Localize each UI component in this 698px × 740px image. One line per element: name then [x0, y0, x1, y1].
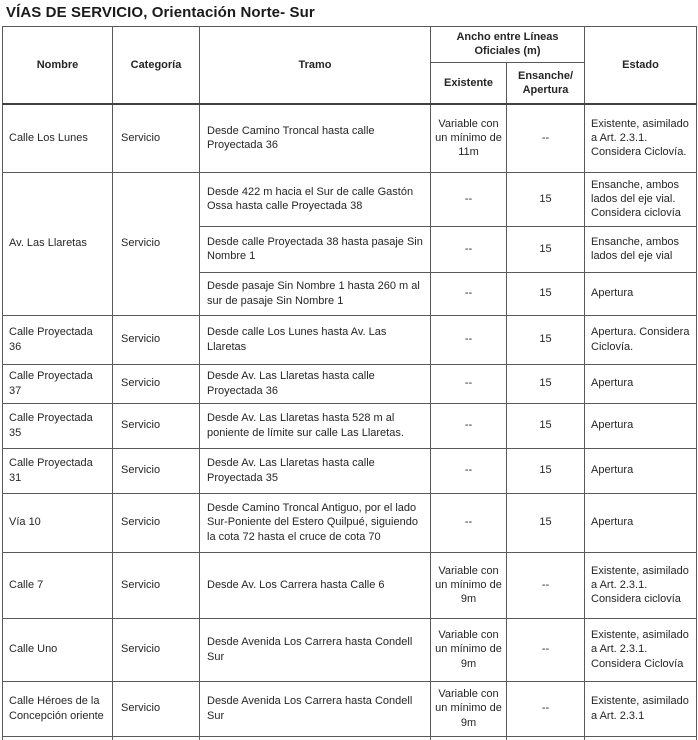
- header-categoria: Categoría: [113, 27, 200, 105]
- cell-ensanche: 15: [507, 226, 585, 272]
- cell-ensanche: 15: [507, 315, 585, 364]
- cell-tramo: Desde Av. Las Llaretas hasta 528 m al poniente de límite sur calle Las Llaretas.: [200, 403, 431, 448]
- cell-estado: Ensanche, ambos lados del eje vial. Considera ciclovía: [585, 172, 697, 226]
- cell-estado: Apertura. Considera Ciclovía.: [585, 315, 697, 364]
- cell-ensanche: 15: [507, 403, 585, 448]
- cell-existente: --: [431, 172, 507, 226]
- cell-ensanche-empty: [507, 736, 585, 740]
- cell-existente: Variable con un mínimo de 9m: [431, 618, 507, 681]
- cell-existente: --: [431, 403, 507, 448]
- cell-nombre: Calle Proyectada 37: [3, 364, 113, 403]
- vias-servicio-table: [2, 26, 697, 740]
- table-row: [3, 493, 697, 552]
- cell-categoria: Servicio: [113, 315, 200, 364]
- cell-ensanche: 15: [507, 364, 585, 403]
- cell-tramo: Desde pasaje Sin Nombre 1 hasta 260 m al sur de pasaje Sin Nombre 1: [200, 272, 431, 315]
- cell-estado: Existente, asimilado a Art. 2.3.1. Considera Ciclovía.: [585, 104, 697, 172]
- cell-tramo: Desde Avenida Los Carrera hasta Condell Sur: [200, 681, 431, 736]
- cell-existente: --: [431, 272, 507, 315]
- cell-tramo: Desde calle Proyectada 38 hasta pasaje Sin Nombre 1: [200, 226, 431, 272]
- cell-estado: Apertura: [585, 448, 697, 493]
- cell-nombre: Calle 7: [3, 552, 113, 618]
- cell-ensanche: --: [507, 104, 585, 172]
- cell-estado: Ensanche, ambos lados del eje vial: [585, 226, 697, 272]
- cell-tramo: Desde Avenida Los Carrera hasta Condell Sur: [200, 618, 431, 681]
- cell-nombre: Calle Proyectada 31: [3, 448, 113, 493]
- cell-existente: Variable con un mínimo de 9m: [431, 552, 507, 618]
- table-row: [3, 448, 697, 493]
- cell-estado: Existente, asimilado a Art. 2.3.1: [585, 681, 697, 736]
- header-ensanche-apertura: Ensanche/ Apertura: [507, 62, 585, 104]
- cell-nombre: Calle Héroes de la Concepción oriente: [3, 681, 113, 736]
- table-row: [3, 681, 697, 736]
- cell-nombre: Calle Proyectada 36: [3, 315, 113, 364]
- table-body: [3, 104, 697, 740]
- cell-ensanche: --: [507, 618, 585, 681]
- cell-ensanche: --: [507, 552, 585, 618]
- cell-categoria: Servicio: [113, 172, 200, 315]
- cell-ensanche: --: [507, 681, 585, 736]
- cell-estado: Existente, asimilado a Art. 2.3.1. Considera ciclovía: [585, 552, 697, 618]
- cell-existente: Variable con un mínimo de 9m: [431, 681, 507, 736]
- cell-categoria: Servicio: [113, 552, 200, 618]
- cell-tramo: Desde Av. Las Llaretas hasta calle Proyectada 35: [200, 448, 431, 493]
- cell-categoria-empty: [113, 736, 200, 740]
- cell-categoria: Servicio: [113, 618, 200, 681]
- cell-ensanche: 15: [507, 172, 585, 226]
- cell-tramo: Desde calle Los Lunes hasta Av. Las Llaretas: [200, 315, 431, 364]
- cell-estado: Apertura: [585, 364, 697, 403]
- cell-tramo: Desde Camino Troncal Antiguo, por el lado Sur-Poniente del Estero Quilpué, siguiendo la cota 72 hasta el cruce de cota 70: [200, 493, 431, 552]
- header-nombre: Nombre: [3, 27, 113, 105]
- table-row: [3, 403, 697, 448]
- table-row: [3, 315, 697, 364]
- header-existente: Existente: [431, 62, 507, 104]
- cell-ensanche: 15: [507, 272, 585, 315]
- cell-existente: Variable con un mínimo de 11m: [431, 104, 507, 172]
- cell-tramo: Desde Av. Los Carrera hasta Calle 6: [200, 552, 431, 618]
- cell-categoria: Servicio: [113, 364, 200, 403]
- cell-nombre: Calle Los Lunes: [3, 104, 113, 172]
- cell-estado-empty: [585, 736, 697, 740]
- header-tramo: Tramo: [200, 27, 431, 105]
- table-header: [3, 27, 697, 105]
- cell-existente: --: [431, 226, 507, 272]
- cell-ensanche: 15: [507, 493, 585, 552]
- cell-estado: Apertura: [585, 272, 697, 315]
- cell-existente-empty: [431, 736, 507, 740]
- cell-nombre-empty: [3, 736, 113, 740]
- cell-nombre: Calle Proyectada 35: [3, 403, 113, 448]
- cell-nombre: Av. Las Llaretas: [3, 172, 113, 315]
- cell-tramo: Desde 422 m hacia el Sur de calle Gastón Ossa hasta calle Proyectada 38: [200, 172, 431, 226]
- table-row: [3, 104, 697, 172]
- cell-existente: --: [431, 315, 507, 364]
- cell-existente: --: [431, 448, 507, 493]
- cell-tramo-empty: [200, 736, 431, 740]
- cell-ensanche: 15: [507, 448, 585, 493]
- cell-existente: --: [431, 493, 507, 552]
- cell-estado: Apertura: [585, 493, 697, 552]
- cell-tramo: Desde Camino Troncal hasta calle Proyectada 36: [200, 104, 431, 172]
- cell-tramo: Desde Av. Las Llaretas hasta calle Proyectada 36: [200, 364, 431, 403]
- cell-existente: --: [431, 364, 507, 403]
- document-page: [0, 4, 698, 740]
- cell-nombre: Calle Uno: [3, 618, 113, 681]
- table-row: [3, 552, 697, 618]
- cell-categoria: Servicio: [113, 493, 200, 552]
- cell-categoria: Servicio: [113, 403, 200, 448]
- cell-categoria: Servicio: [113, 104, 200, 172]
- table-row: [3, 618, 697, 681]
- cell-categoria: Servicio: [113, 448, 200, 493]
- table-row-partial: [3, 736, 697, 740]
- page-title: VÍAS DE SERVICIO, Orientación Norte- Sur: [6, 4, 315, 21]
- cell-categoria: Servicio: [113, 681, 200, 736]
- cell-nombre: Vía 10: [3, 493, 113, 552]
- table-row: [3, 172, 697, 226]
- cell-estado: Apertura: [585, 403, 697, 448]
- table-row: [3, 364, 697, 403]
- header-ancho-group: Ancho entre Líneas Oficiales (m): [431, 27, 585, 63]
- header-estado: Estado: [585, 27, 697, 105]
- cell-estado: Existente, asimilado a Art. 2.3.1. Considera Ciclovía: [585, 618, 697, 681]
